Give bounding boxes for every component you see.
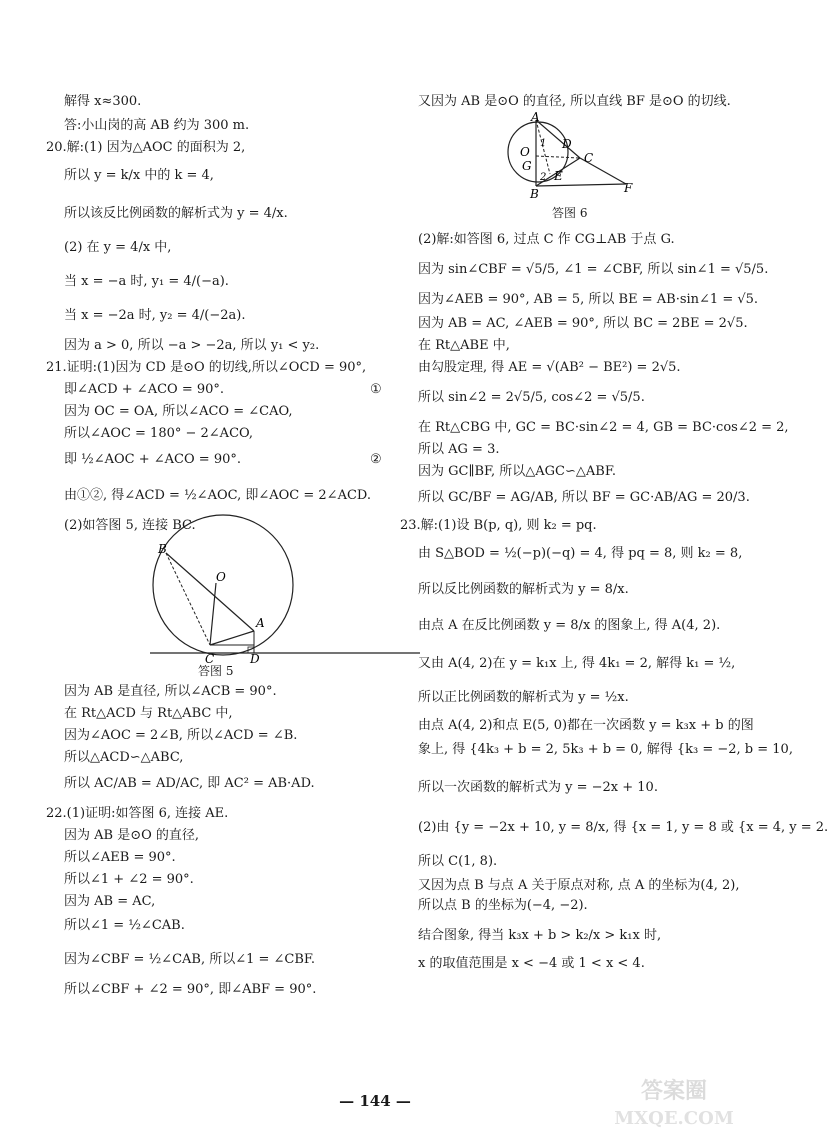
right-line: 所以点 B 的坐标为(−4, −2). [418,898,588,913]
fig5-label-d: D [250,652,260,666]
left-line: 解得 x≈300. [64,94,142,109]
left-line: 所以∠1 + ∠2 = 90°. [64,872,194,887]
fig6-label-g: G [522,159,532,173]
figure-5-diagram [150,535,430,665]
right-line: 又因为 AB 是⊙O 的直径, 所以直线 BF 是⊙O 的切线. [418,94,731,109]
fig5-label-b: B [158,542,167,556]
left-line: 20.解:(1) 因为△AOC 的面积为 2, [46,140,246,155]
left-line: 当 x = −a 时, y₁ = 4/(−a). [64,274,229,289]
right-line: 所以一次函数的解析式为 y = −2x + 10. [418,780,658,795]
fig6-label-f: F [624,181,633,195]
page-number: — 144 — [339,1092,411,1110]
fig6-label-b: B [530,187,539,201]
right-line: 所以正比例函数的解析式为 y = ½x. [418,690,629,705]
right-line: 由点 A 在反比例函数 y = 8/x 的图象上, 得 A(4, 2). [418,618,721,633]
fig6-label-a: A [531,110,540,124]
left-line: 即∠ACD + ∠ACO = 90°. [64,382,225,397]
equation-marker: ① [370,382,382,397]
right-line: 又因为点 B 与点 A 关于原点对称, 点 A 的坐标为(4, 2), [418,878,740,893]
right-line: 在 Rt△CBG 中, GC = BC·sin∠2 = 4, GB = BC·cos∠2 = 2, [418,420,789,435]
fig5-label-a: A [256,616,265,630]
left-line: (2) 在 y = 4/x 中, [64,240,172,255]
left-line: 由①②, 得∠ACD = ½∠AOC, 即∠AOC = 2∠ACD. [64,488,371,503]
fig6-angle-1: 1 [540,138,547,149]
left-line: 所以∠CBF + ∠2 = 90°, 即∠ABF = 90°. [64,982,317,997]
left-line: 因为 AB 是⊙O 的直径, [64,828,200,843]
fig6-label-d: D [562,137,572,151]
fig5-label-c: C [205,652,215,666]
fig6-angle-2: 2 [540,172,547,183]
left-line: 因为∠AOC = 2∠B, 所以∠ACD = ∠B. [64,728,298,743]
right-line: 象上, 得 {4k₃ + b = 2, 5k₃ + b = 0, 解得 {k₃ = −2, b = 10, [418,742,793,757]
left-line: 在 Rt△ACD 与 Rt△ABC 中, [64,706,233,721]
right-line: 因为∠AEB = 90°, AB = 5, 所以 BE = AB·sin∠1 = √5. [418,292,759,307]
fig5-label-o: O [216,570,226,584]
figure-6-diagram [500,112,640,202]
right-line: 又由 A(4, 2)在 y = k₁x 上, 得 4k₁ = 2, 解得 k₁ = ½, [418,656,736,671]
right-line: 所以 GC/BF = AG/AB, 所以 BF = GC·AB/AG = 20/3. [418,490,750,505]
right-line: 由点 A(4, 2)和点 E(5, 0)都在一次函数 y = k₃x + b 的图 [418,718,754,733]
watermark-logo [610,1072,740,1132]
left-line: 所以∠1 = ½∠CAB. [64,918,185,933]
left-line: 答:小山岗的高 AB 约为 300 m. [64,118,250,133]
left-line: 所以该反比例函数的解析式为 y = 4/x. [64,206,288,221]
left-line: 因为 AB = AC, [64,894,156,909]
left-line: 所以∠AOC = 180° − 2∠ACO, [64,426,254,441]
left-line: 21.证明:(1)因为 CD 是⊙O 的切线,所以∠OCD = 90°, [46,360,367,375]
right-line: 结合图象, 得当 k₃x + b > k₂/x > k₁x 时, [418,928,662,943]
right-line: (2)解:如答图 6, 过点 C 作 CG⊥AB 于点 G. [418,232,675,247]
right-line: 在 Rt△ABE 中, [418,338,510,353]
equation-marker: ② [370,452,382,467]
right-line: x 的取值范围是 x < −4 或 1 < x < 4. [418,956,645,971]
right-line: 所以 AG = 3. [418,442,500,457]
figure-6-caption: 答图 6 [552,206,588,220]
right-line: 因为 AB = AC, ∠AEB = 90°, 所以 BC = 2BE = 2√5. [418,316,748,331]
fig6-label-o: O [520,145,530,159]
left-line: 因为 AB 是直径, 所以∠ACB = 90°. [64,684,277,699]
right-line: 由勾股定理, 得 AE = √(AB² − BE²) = 2√5. [418,360,681,375]
right-line: 由 S△BOD = ½(−p)(−q) = 4, 得 pq = 8, 则 k₂ = 8, [418,546,743,561]
right-line: 所以 sin∠2 = 2√5/5, cos∠2 = √5/5. [418,390,645,405]
fig6-label-c: C [584,151,594,165]
right-line: 因为 sin∠CBF = √5/5, ∠1 = ∠CBF, 所以 sin∠1 = √5/5. [418,262,769,277]
right-line: (2)由 {y = −2x + 10, y = 8/x, 得 {x = 1, y = 8 或 {x = 4, y = 2. [418,820,828,835]
left-line: 因为 a > 0, 所以 −a > −2a, 所以 y₁ < y₂. [64,338,320,353]
left-line: 因为 OC = OA, 所以∠ACO = ∠CAO, [64,404,293,419]
left-line: 所以∠AEB = 90°. [64,850,176,865]
watermark-bottom: MXQE.COM [614,1108,734,1129]
left-line: 所以 AC/AB = AD/AC, 即 AC² = AB·AD. [64,776,315,791]
right-line: 23.解:(1)设 B(p, q), 则 k₂ = pq. [400,518,597,533]
left-line: (2)如答图 5, 连接 BC. [64,518,196,533]
figure-5-caption: 答图 5 [198,664,234,678]
left-line: 当 x = −2a 时, y₂ = 4/(−2a). [64,308,246,323]
right-line: 因为 GC∥BF, 所以△AGC∽△ABF. [418,464,616,479]
left-line: 即 ½∠AOC + ∠ACO = 90°. [64,452,241,467]
left-line: 因为∠CBF = ½∠CAB, 所以∠1 = ∠CBF. [64,952,316,967]
left-line: 22.(1)证明:如答图 6, 连接 AE. [46,806,229,821]
watermark-top: 答案圈 [640,1078,708,1104]
right-line: 所以反比例函数的解析式为 y = 8/x. [418,582,629,597]
left-line: 所以 y = k/x 中的 k = 4, [64,168,214,183]
right-line: 所以 C(1, 8). [418,854,498,869]
fig6-label-e: E [554,169,563,183]
left-line: 所以△ACD∽△ABC, [64,750,184,765]
